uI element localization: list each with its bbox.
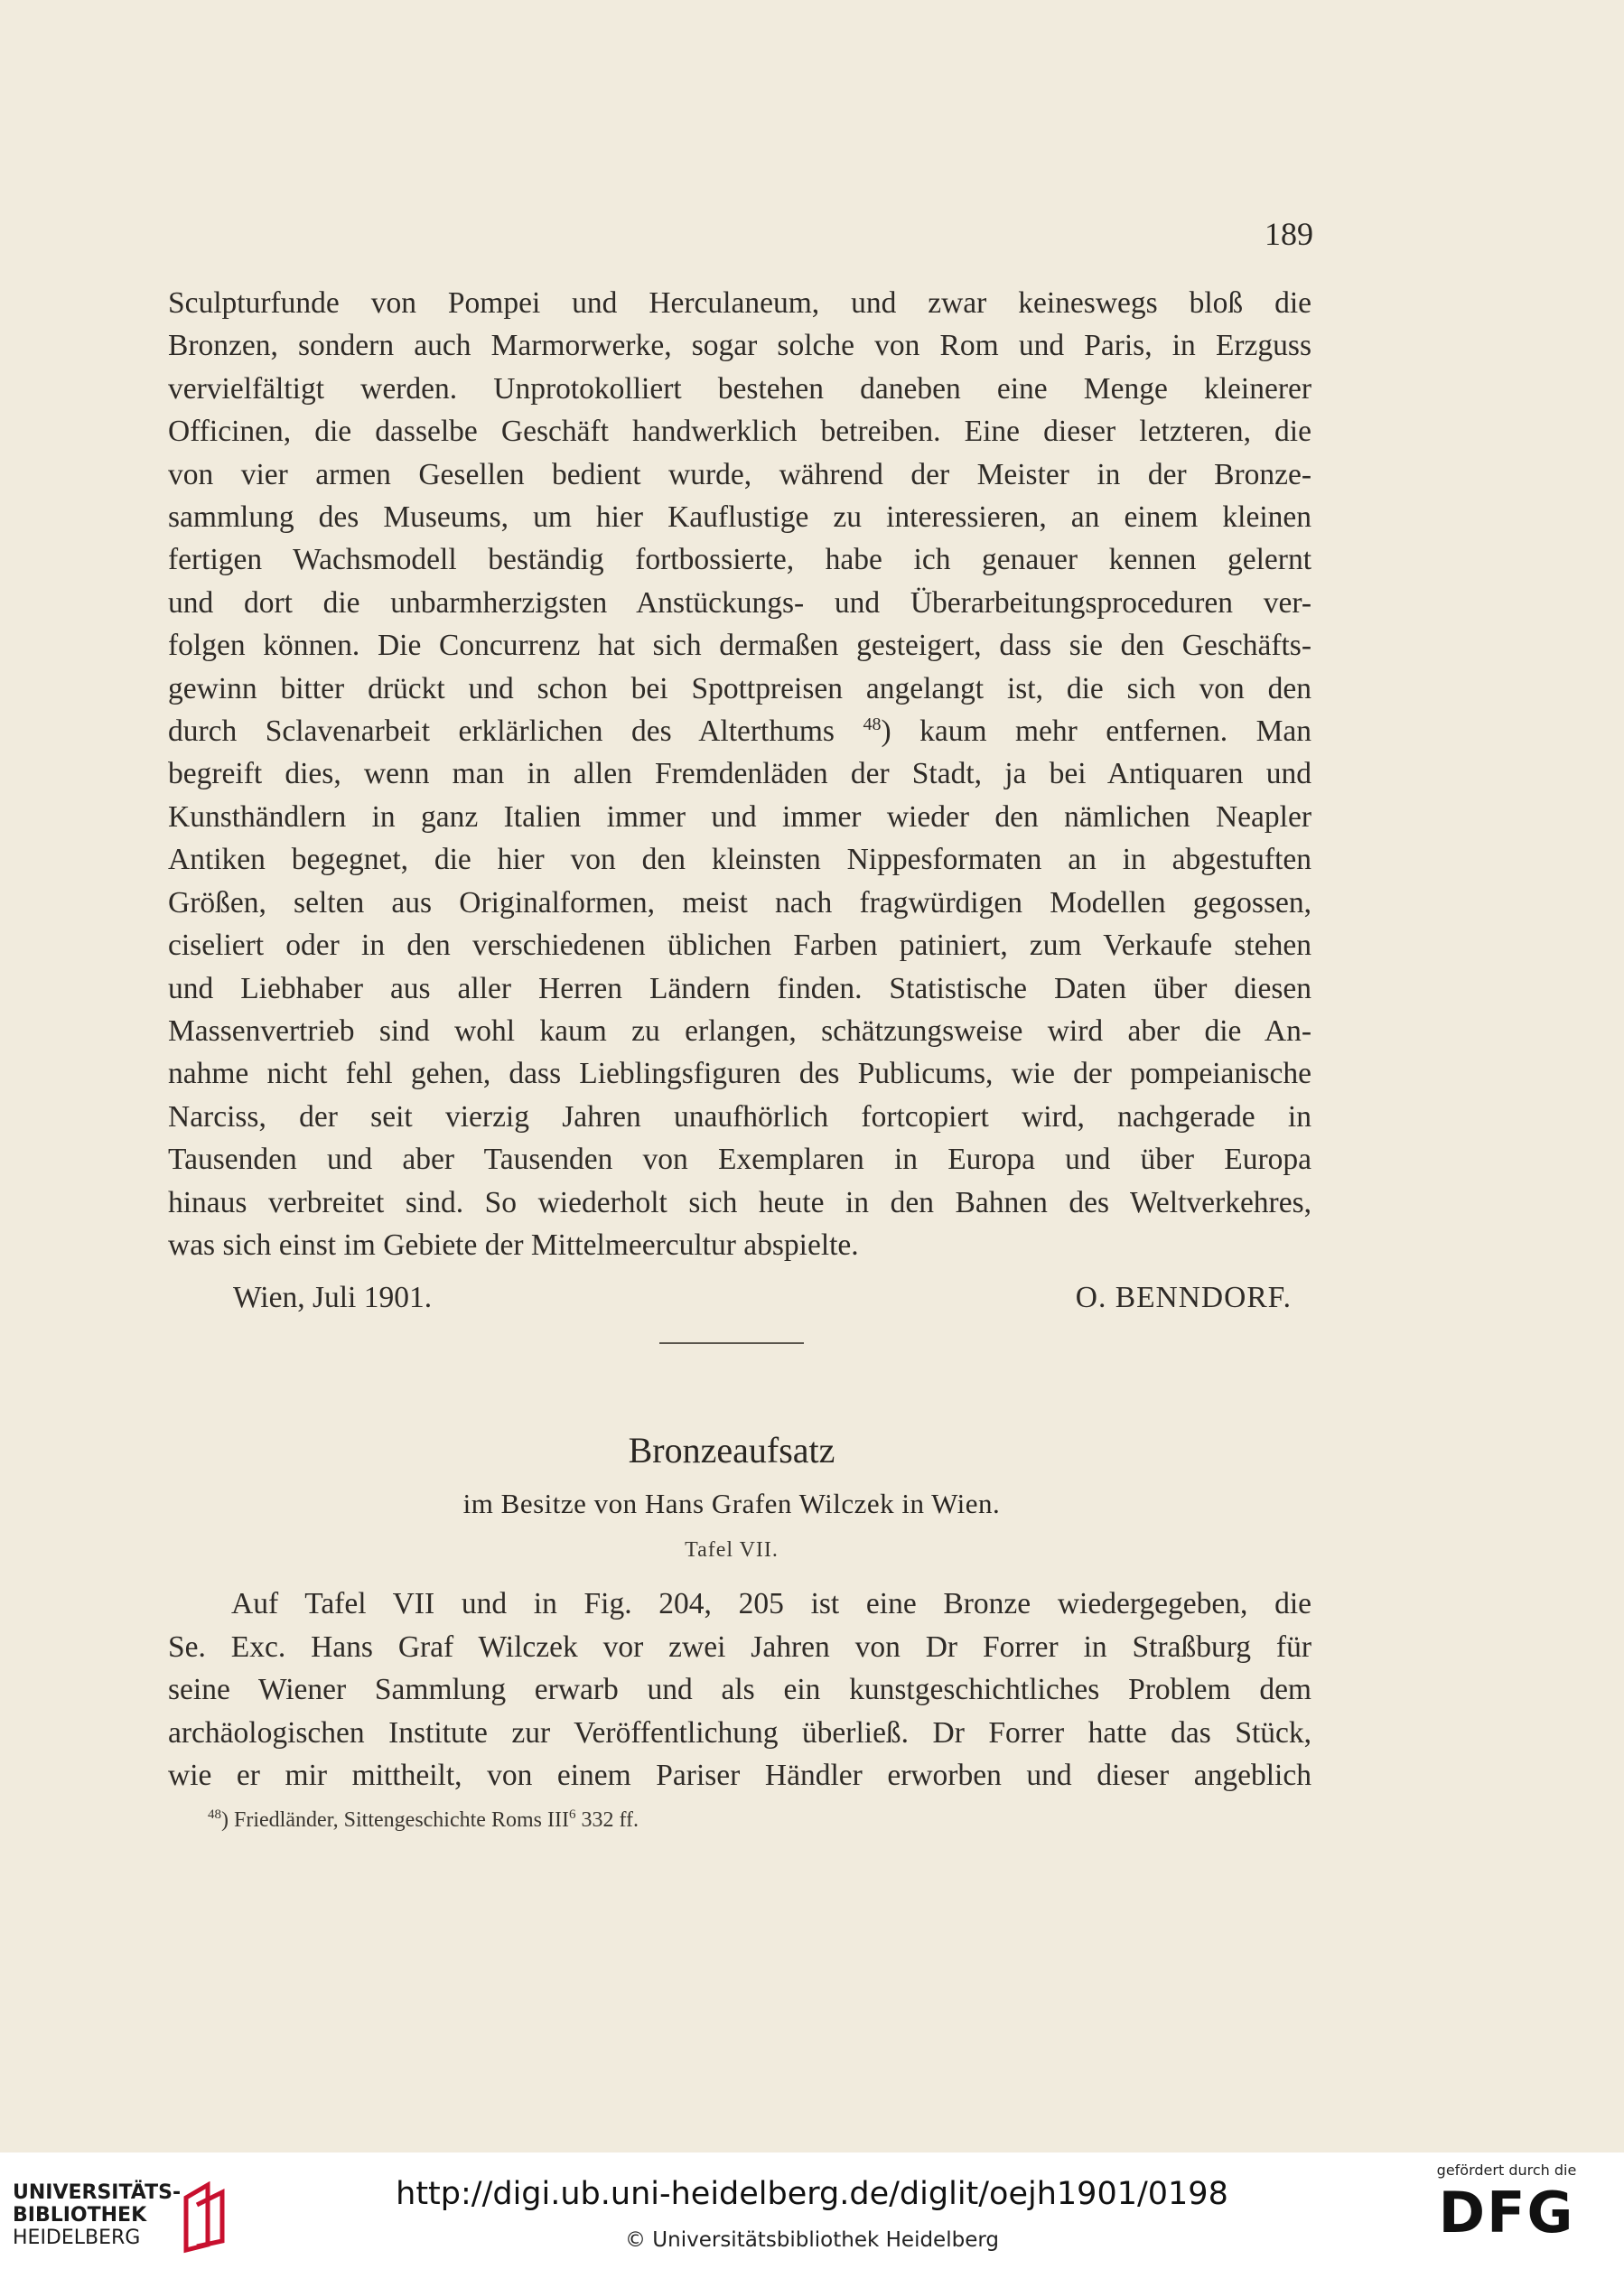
text-line: Auf Tafel VII und in Fig. 204, 205 ist eine Bronze wiedergegeben, die (231, 1587, 1311, 1620)
footnote-mark: 48 (208, 1807, 221, 1822)
logo-line: BIBLIOTHEK (13, 2204, 147, 2227)
text-line: sammlung des Museums, um hier Kauflustige zu interessieren, an einem kleinen (168, 500, 1311, 535)
copyright-notice: © Universitätsbibliothek Heidelberg (624, 2228, 999, 2252)
footnote-text: 332 ff. (575, 1808, 639, 1832)
footnote-text: ) Friedländer, Sittengeschichte Roms III (221, 1808, 569, 1832)
text-line: was sich einst im Gebiete der Mittelmeercultur abspielte. (168, 1228, 859, 1262)
text-line: Antiken begegnet, die hier von den kleinsten Nippesformaten an in abgestuften (168, 843, 1311, 877)
text-line: seine Wiener Sammlung erwarb und als ein kunstgeschichtliches Problem dem (168, 1673, 1311, 1707)
logo-line: HEIDELBERG (13, 2227, 141, 2249)
text-segment: durch Sclavenarbeit erklärlichen des Alterthums (168, 714, 835, 749)
text-line: und dort die unbarmherzigsten Anstückungs- und Überarbeitungsproceduren ver- (168, 585, 1311, 620)
text-line: Bronzen, sondern auch Marmorwerke, sogar solche von Rom und Paris, in Erzguss (168, 329, 1311, 363)
article-subtitle: im Besitze von Hans Grafen Wilczek in Wien. (462, 1488, 1001, 1519)
page-number: 189 (1265, 216, 1313, 252)
text-line: archäologischen Institute zur Veröffentlichung überließ. Dr Forrer hatte das Stück, (168, 1715, 1311, 1750)
logo-line: UNIVERSITÄTS- (13, 2181, 182, 2204)
plate-reference: Tafel VII. (685, 1538, 779, 1562)
text-line-with-footnote (168, 710, 1311, 752)
section-divider (659, 1342, 804, 1344)
text-line: Officinen, die dasselbe Geschäft handwerklich betreiben. Eine dieser letzteren, die (168, 415, 1311, 449)
text-line: fertigen Wachsmodell beständig fortbossierte, habe ich genauer kennen gelernt (168, 543, 1311, 577)
signature (233, 1281, 1292, 1315)
text-line: Kunsthändlern in ganz Italien immer und immer wieder den nämlichen Neapler (168, 799, 1311, 834)
text-line: Tausenden und aber Tausenden von Exemplaren in Europa und über Europa (168, 1143, 1311, 1177)
text-line: Sculpturfunde von Pompei und Herculaneum, und zwar keineswegs bloß die (168, 286, 1311, 320)
text-line: wie er mir mittheilt, von einem Pariser Händler erworben und dieser angeblich (168, 1759, 1311, 1793)
footnote-reference[interactable]: 48 (863, 714, 882, 734)
text-line: hinaus verbreitet sind. So wiederholt sich heute in den Bahnen des Weltverkehres, (168, 1185, 1311, 1219)
text-line: gewinn bitter drückt und schon bei Spottpreisen angelangt ist, die sich von den (168, 671, 1311, 705)
text-line: Größen, selten aus Originalformen, meist nach fragwürdigen Modellen gegossen, (168, 885, 1311, 920)
signature-author: O. BENNDORF. (1075, 1281, 1292, 1314)
text-line: und Liebhaber aus aller Herren Ländern finden. Statistische Daten über diesen (168, 971, 1311, 1005)
funding-notice (1425, 2162, 1588, 2246)
footer-bar (0, 2152, 1624, 2269)
text-line: begreift dies, wenn man in allen Fremdenläden der Stadt, ja bei Antiquaren und (168, 757, 1311, 791)
footnote (208, 1808, 639, 1833)
body-text-2 (168, 1583, 1311, 1797)
text-segment: ) kaum mehr entfernen. Man (881, 714, 1312, 749)
dfg-logo[interactable]: DFG (1438, 2180, 1575, 2246)
text-line: Se. Exc. Hans Graf Wilczek vor zwei Jahren von Dr Forrer in Straßburg für (168, 1629, 1311, 1664)
footnote-edition: 6 (568, 1807, 576, 1822)
text-line: von vier armen Gesellen bedient wurde, während der Meister in der Bronze- (168, 457, 1311, 491)
text-line: Massenvertrieb sind wohl kaum zu erlangen, schätzungsweise wird aber die An- (168, 1013, 1311, 1048)
text-line: folgen können. Die Concurrenz hat sich dermaßen gesteigert, dass sie den Geschäfts- (168, 629, 1311, 663)
text-line: ciseliert oder in den verschiedenen üblichen Farben patiniert, zum Verkaufe stehen (168, 929, 1311, 963)
permalink-url[interactable]: http://digi.ub.uni-heidelberg.de/diglit/oejh1901/0198 (396, 2176, 1228, 2212)
article-title: Bronzeaufsatz (628, 1430, 835, 1471)
body-text-1 (168, 282, 1311, 1266)
text-line: nahme nicht fehl gehen, dass Lieblingsfiguren des Publicums, wie der pompeianische (168, 1057, 1311, 1091)
signature-place-date: Wien, Juli 1901. (233, 1281, 433, 1314)
funding-label: gefördert durch die (1436, 2162, 1577, 2179)
text-line: vervielfältigt werden. Unprotokolliert bestehen daneben eine Menge kleinerer (168, 371, 1311, 406)
text-line: Narciss, der seit vierzig Jahren unaufhörlich fortcopiert wird, nachgerade in (168, 1099, 1311, 1134)
